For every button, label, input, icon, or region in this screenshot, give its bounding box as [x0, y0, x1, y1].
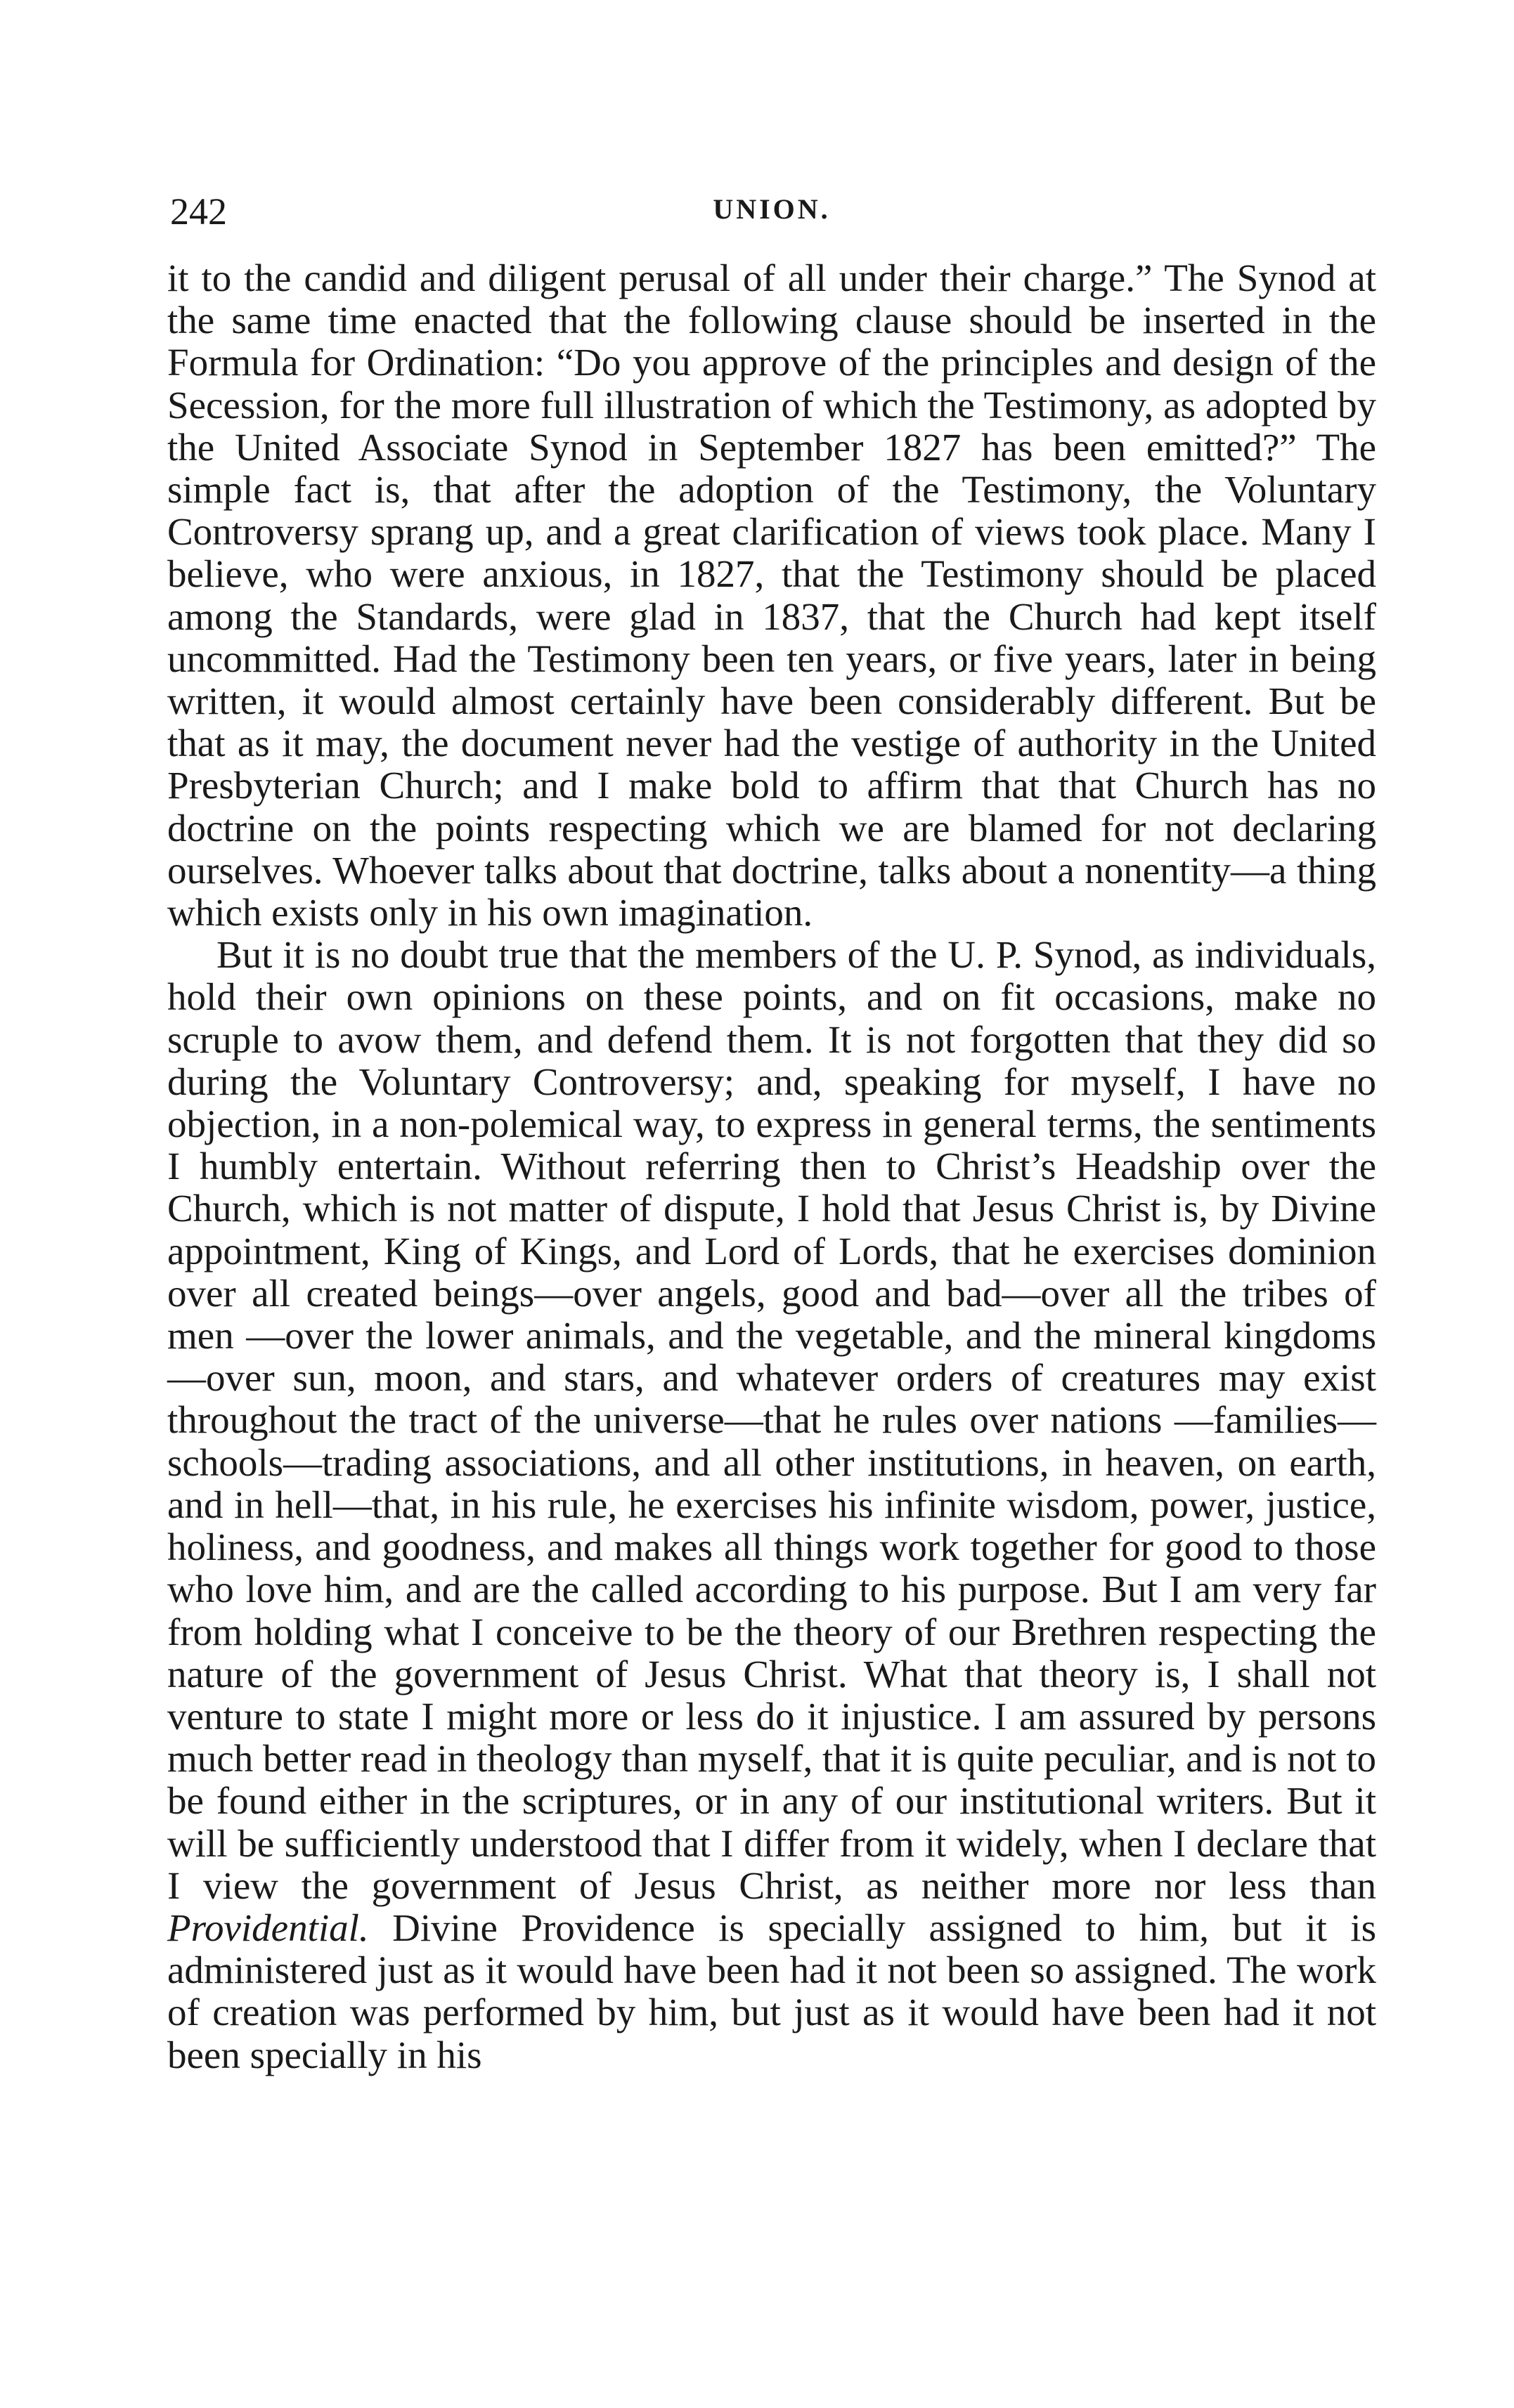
paragraph-1: [167, 257, 1376, 934]
body-text: [167, 257, 1376, 2076]
running-head: [167, 190, 1376, 239]
paragraph-2-continuation: Divine Providence is specially assigned to him, but it is administered just as it would have been had it not been so assigned. The work of creation was performed by him, but just as it would have been had it not been specially in his: [167, 1906, 1376, 2076]
document-page: [167, 190, 1376, 2076]
paragraph-1-text: it to the candid and diligent perusal of all under their charge.” The Synod at the same time enacted that the following clause should be inserted in the Formula for Ordination: “Do you approve of the principles and design of the Secession, for the more full illustration of which the Testimony, as adopted by the United Associate Synod in September 1827 has been emitted?” The simple fact is, that after the adoption of the Testimony, the Voluntary Controversy sprang up, and a great clarification of views took place. Many I believe, who were anxious, in 1827, that the Testimony should be placed among the Standards, were glad in 1837, that the Church had kept itself uncommitted. Had the Testimony been ten years, or five years, later in being written, it would almost certainly have been considerably different. But be that as it may, the document never had the vestige of authority in the United Presbyterian Church; and I make bold to affirm that that Church has no doctrine on the points respecting which we are blamed for not declaring ourselves. Whoever talks about that doctrine, talks about a nonentity—a thing which exists only in his own imagination.: [167, 256, 1376, 935]
paragraph-2-text: But it is no doubt true that the members of the U. P. Synod, as individuals, hold their own opinions on these points, and on fit occasions, make no scruple to avow them, and defend them. It is not forgotten that they did so during the Voluntary Controversy; and, speaking for myself, I have no objection, in a non-polemical way, to express in general terms, the sentiments I humbly entertain. Without referring then to Christ’s Headship over the Church, which is not matter of dispute, I hold that Jesus Christ is, by Divine appointment, King of Kings, and Lord of Lords, that he exercises dominion over all created beings—over angels, good and bad—over all the tribes of men —over the lower animals, and the vegetable, and the mineral kingdoms —over sun, moon, and stars, and whatever orders of creatures may exist throughout the tract of the universe—that he rules over nations —families—schools—trading associations, and all other institutions, in heaven, on earth, and in hell—that, in his rule, he exercises his infinite wisdom, power, justice, holiness, and goodness, and makes all things work together for good to those who love him, and are the called according to his purpose. But I am very far from holding what I conceive to be the theory of our Brethren respecting the nature of the government of Jesus Christ. What that theory is, I shall not venture to state I might more or less do it injustice. I am assured by persons much better read in theology than myself, that it is quite peculiar, and is not to be found either in the scriptures, or in any of our institutional writers. But it will be sufficiently understood that I differ from it widely, when I declare that I view the government of Jesus Christ, as neither more nor less than: [167, 933, 1376, 1907]
running-title: UNION.: [713, 193, 831, 225]
paragraph-2-emphasis: Providential.: [167, 1906, 369, 1949]
paragraph-2: [167, 934, 1376, 2076]
page-number: 242: [170, 190, 227, 233]
